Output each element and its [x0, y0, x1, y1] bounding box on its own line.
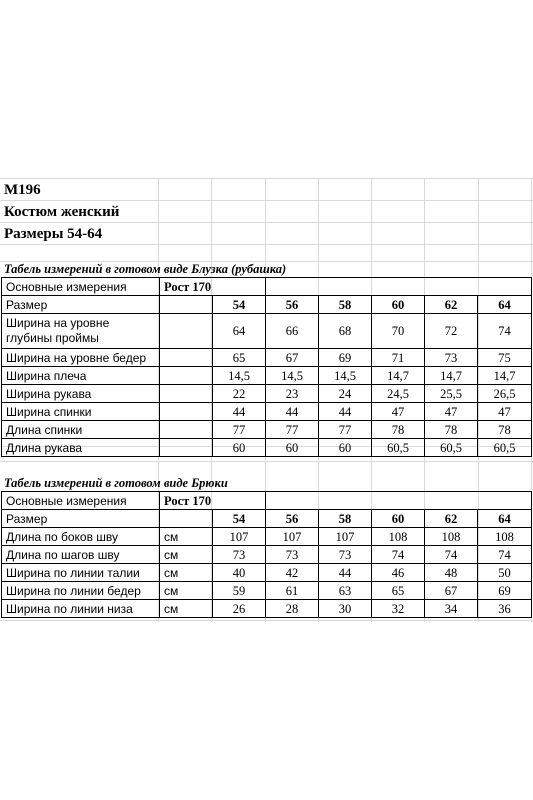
- value-cell: 63: [319, 582, 372, 600]
- value-cell: 66: [266, 314, 319, 349]
- size-cell: 64: [478, 510, 532, 528]
- unit-cell: см: [160, 564, 213, 582]
- value-cell: 77: [213, 421, 266, 439]
- blouse-caption: Табель измерений в готовом виде Блузка (рубашка): [4, 262, 287, 276]
- size-label: Размер: [2, 510, 160, 528]
- model-code: М196: [4, 182, 41, 198]
- value-cell: 73: [425, 349, 478, 367]
- value-cell: 60: [213, 439, 266, 457]
- value-cell: 48: [425, 564, 478, 582]
- value-cell: 24,5: [372, 385, 425, 403]
- value-cell: 50: [478, 564, 532, 582]
- value-cell: 68: [319, 314, 372, 349]
- value-cell: 75: [478, 349, 532, 367]
- table-row: [2, 439, 532, 457]
- trousers-table: [1, 491, 532, 618]
- value-cell: 67: [425, 582, 478, 600]
- value-cell: 44: [213, 403, 266, 421]
- size-cell: 54: [213, 296, 266, 314]
- value-cell: 74: [425, 546, 478, 564]
- main-measurements-label: Основные измерения: [2, 278, 160, 296]
- value-cell: 30: [319, 600, 372, 618]
- value-cell: 44: [319, 403, 372, 421]
- table-row: [2, 278, 532, 296]
- value-cell: 14,7: [478, 367, 532, 385]
- table-row: [2, 600, 532, 618]
- value-cell: 69: [319, 349, 372, 367]
- unit-cell: см: [160, 600, 213, 618]
- value-cell: 71: [372, 349, 425, 367]
- value-cell: 24: [319, 385, 372, 403]
- row-label: Ширина по линии бедер: [2, 582, 160, 600]
- size-cell: 56: [266, 296, 319, 314]
- value-cell: 25,5: [425, 385, 478, 403]
- grid-line: [0, 244, 533, 245]
- size-cell: 58: [319, 510, 372, 528]
- unit-cell: см: [160, 582, 213, 600]
- size-row: [2, 296, 532, 314]
- row-label: Ширина на уровне глубины проймы: [2, 314, 160, 349]
- size-cell: 64: [478, 296, 532, 314]
- value-cell: 64: [213, 314, 266, 349]
- table-row: [2, 546, 532, 564]
- row-label: Длина по боков шву: [2, 528, 160, 546]
- value-cell: 108: [425, 528, 478, 546]
- value-cell: 73: [319, 546, 372, 564]
- value-cell: 73: [266, 546, 319, 564]
- table-row: [2, 385, 532, 403]
- table-row: [2, 314, 532, 349]
- value-cell: 28: [266, 600, 319, 618]
- value-cell: 67: [266, 349, 319, 367]
- value-cell: 65: [372, 582, 425, 600]
- size-cell: 62: [425, 296, 478, 314]
- value-cell: 14,5: [319, 367, 372, 385]
- value-cell: 14,5: [213, 367, 266, 385]
- unit-cell: см: [160, 546, 213, 564]
- table-row: [2, 421, 532, 439]
- value-cell: 78: [425, 421, 478, 439]
- value-cell: 60,5: [478, 439, 532, 457]
- value-cell: 42: [266, 564, 319, 582]
- value-cell: 60,5: [372, 439, 425, 457]
- product-title: Костюм женский: [4, 204, 120, 220]
- blouse-table: [1, 277, 532, 457]
- size-label: Размер: [2, 296, 160, 314]
- row-label: Длина по шагов шву: [2, 546, 160, 564]
- row-label: Ширина по линии талии: [2, 564, 160, 582]
- value-cell: 77: [266, 421, 319, 439]
- value-cell: 46: [372, 564, 425, 582]
- main-measurements-label: Основные измерения: [2, 492, 160, 510]
- value-cell: 72: [425, 314, 478, 349]
- row-label: Ширина на уровне бедер: [2, 349, 160, 367]
- row-label: Ширина рукава: [2, 385, 160, 403]
- size-cell: 58: [319, 296, 372, 314]
- grid-line: [0, 200, 533, 201]
- value-cell: 22: [213, 385, 266, 403]
- sizes-range: Размеры 54-64: [4, 226, 103, 242]
- row-label: Ширина по линии низа: [2, 600, 160, 618]
- value-cell: 32: [372, 600, 425, 618]
- unit-cell: см: [160, 528, 213, 546]
- value-cell: 74: [478, 314, 532, 349]
- value-cell: 70: [372, 314, 425, 349]
- height-label: Рост 170: [160, 492, 266, 510]
- value-cell: 108: [478, 528, 532, 546]
- trousers-caption: Табель измерений в готовом виде Брюки: [4, 476, 228, 490]
- value-cell: 107: [319, 528, 372, 546]
- value-cell: 47: [372, 403, 425, 421]
- table-row: [2, 367, 532, 385]
- size-cell: 60: [372, 510, 425, 528]
- size-row: [2, 510, 532, 528]
- table-row: [2, 349, 532, 367]
- value-cell: 60,5: [425, 439, 478, 457]
- value-cell: 61: [266, 582, 319, 600]
- table-row: [2, 403, 532, 421]
- size-cell: 56: [266, 510, 319, 528]
- value-cell: 36: [478, 600, 532, 618]
- height-label: Рост 170: [160, 278, 266, 296]
- value-cell: 23: [266, 385, 319, 403]
- grid-line: [0, 178, 533, 179]
- value-cell: 78: [372, 421, 425, 439]
- table-row: [2, 582, 532, 600]
- row-label: Ширина спинки: [2, 403, 160, 421]
- grid-line: [0, 222, 533, 223]
- value-cell: 26: [213, 600, 266, 618]
- value-cell: 14,7: [425, 367, 478, 385]
- value-cell: 14,7: [372, 367, 425, 385]
- value-cell: 60: [319, 439, 372, 457]
- value-cell: 47: [425, 403, 478, 421]
- row-label: Длина рукава: [2, 439, 160, 457]
- row-label: Длина спинки: [2, 421, 160, 439]
- value-cell: 40: [213, 564, 266, 582]
- value-cell: 26,5: [478, 385, 532, 403]
- value-cell: 107: [213, 528, 266, 546]
- size-cell: 54: [213, 510, 266, 528]
- value-cell: 44: [319, 564, 372, 582]
- value-cell: 74: [372, 546, 425, 564]
- size-cell: 60: [372, 296, 425, 314]
- table-row: [2, 492, 532, 510]
- value-cell: 73: [213, 546, 266, 564]
- size-cell: 62: [425, 510, 478, 528]
- value-cell: 34: [425, 600, 478, 618]
- value-cell: 44: [266, 403, 319, 421]
- value-cell: 47: [478, 403, 532, 421]
- value-cell: 74: [478, 546, 532, 564]
- value-cell: 78: [478, 421, 532, 439]
- value-cell: 65: [213, 349, 266, 367]
- grid-line: [0, 461, 533, 462]
- value-cell: 107: [266, 528, 319, 546]
- value-cell: 60: [266, 439, 319, 457]
- value-cell: 108: [372, 528, 425, 546]
- table-row: [2, 564, 532, 582]
- value-cell: 77: [319, 421, 372, 439]
- grid-line: [0, 620, 533, 621]
- value-cell: 69: [478, 582, 532, 600]
- value-cell: 14,5: [266, 367, 319, 385]
- table-row: [2, 528, 532, 546]
- row-label: Ширина плеча: [2, 367, 160, 385]
- value-cell: 59: [213, 582, 266, 600]
